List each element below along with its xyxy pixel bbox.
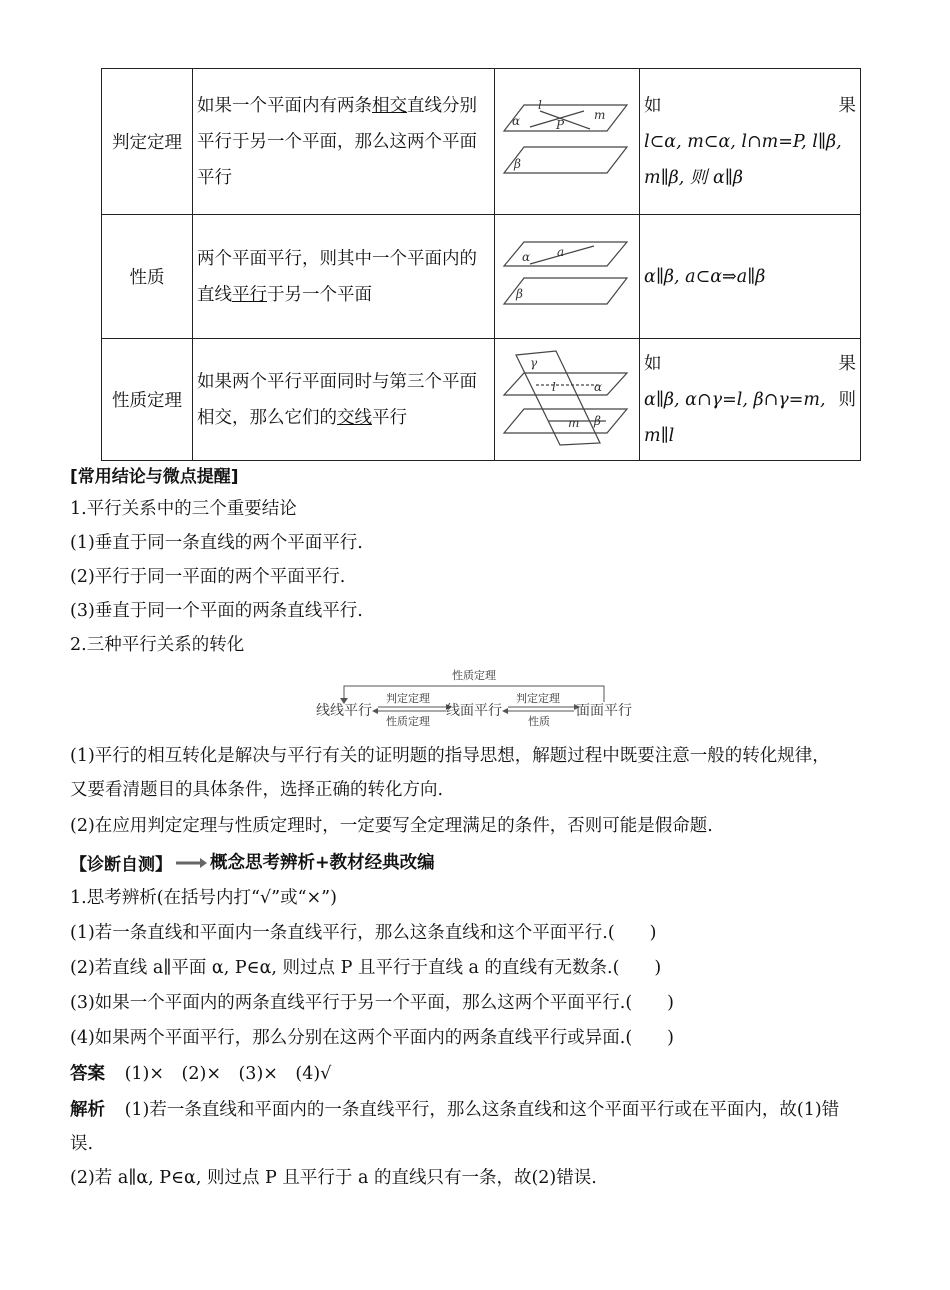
diagram-label: 判定定理: [386, 692, 430, 705]
analysis-line: (2)若 a∥α, P∈α, 则过点 P 且平行于 a 的直线只有一条，故(2)错误.: [70, 1168, 597, 1188]
table-row: [102, 339, 861, 461]
diagram-node: 线线平行: [316, 703, 372, 719]
question-item: (4)如果两个平面平行，那么分别在这两个平面内的两条直线平行或异面.( ): [70, 1028, 675, 1048]
analysis-label: 解析: [70, 1100, 105, 1120]
fig-label: l: [538, 98, 542, 112]
fig-label: α: [512, 114, 521, 128]
row-text: 如果一个平面内有两条相交直线分别平行于另一个平面，那么这两个平面平行: [193, 69, 495, 215]
diagram-label: 性质: [528, 715, 550, 728]
plane-figure: [495, 339, 640, 461]
fig-label: m: [568, 416, 580, 430]
fig-label: α: [594, 380, 603, 394]
section-title: 【诊断自测】: [70, 855, 172, 875]
fig-label: β: [594, 414, 601, 428]
plane-figure: [495, 69, 640, 215]
question-intro: 1.思考辨析(在括号内打“√”或“×”): [70, 888, 337, 908]
list-item: 2.三种平行关系的转化: [70, 635, 245, 655]
symbol-cell: α∥β, a⊂α⇒a∥β: [640, 215, 861, 339]
row-name: 性质定理: [102, 339, 193, 461]
question-item: (2)若直线 a∥平面 α, P∈α, 则过点 P 且平行于直线 a 的直线有无数条.( ): [70, 958, 662, 978]
row-name: 判定定理: [102, 69, 193, 215]
row-text: 如果两个平行平面同时与第三个平面相交，那么它们的交线平行: [193, 339, 495, 461]
list-item: (2)平行于同一平面的两个平面平行.: [70, 567, 346, 587]
fig-label: m: [594, 108, 606, 122]
diagram-label: 性质定理: [386, 715, 430, 728]
fig-label: γ: [530, 356, 538, 370]
diagram-node: 线面平行: [446, 703, 502, 719]
section-title: [常用结论与微点提醒]: [70, 467, 239, 487]
symbol-cell: 如 果 l⊂α, m⊂α, l∩m=P, l∥β, m∥β, 则 α∥β: [640, 69, 861, 215]
note-line: (2)在应用判定定理与性质定理时，一定要写全定理满足的条件，否则可能是假命题.: [70, 816, 713, 836]
plane-figure: [495, 215, 640, 339]
note-line: (1)平行的相互转化是解决与平行有关的证明题的指导思想，解题过程中既要注意一般的转化规律，: [70, 746, 830, 766]
fig-label: P: [556, 118, 565, 132]
diagram-node: 面面平行: [576, 703, 632, 719]
analysis-line: 误.: [70, 1134, 94, 1154]
fig-label: β: [514, 157, 521, 171]
row-text: 两个平面平行，则其中一个平面内的直线平行于另一个平面: [193, 215, 495, 339]
table-row: [102, 69, 861, 215]
list-item: 1.平行关系中的三个重要结论: [70, 499, 297, 519]
theorem-table: [101, 68, 861, 461]
analysis-text: (1)若一条直线和平面内的一条直线平行，那么这条直线和这个平面平行或在平面内，故(1)错: [124, 1100, 840, 1120]
answer-line: [70, 1062, 331, 1086]
row-name: 性质: [102, 215, 193, 339]
list-item: (1)垂直于同一条直线的两个平面平行.: [70, 533, 363, 553]
diagram-label: 判定定理: [516, 692, 560, 705]
fig-label: l: [552, 380, 556, 394]
section-header: [70, 850, 435, 875]
table-row: [102, 215, 861, 339]
question-item: (3)如果一个平面内的两条直线平行于另一个平面，那么这两个平面平行.( ): [70, 993, 675, 1013]
diagram-label: 性质定理: [452, 669, 496, 682]
symbol-cell: 如 果 α∥β, α∩γ=l, β∩γ=m, 则 m∥l: [640, 339, 861, 461]
fig-label: a: [557, 245, 565, 259]
answer-label: 答案: [70, 1064, 105, 1084]
fig-label: α: [522, 250, 531, 264]
question-item: (1)若一条直线和平面内一条直线平行，那么这条直线和这个平面平行.( ): [70, 923, 657, 943]
analysis-line: [70, 1098, 839, 1122]
transform-diagram: [300, 662, 650, 732]
section-subtitle: 概念思考辨析+教材经典改编: [210, 852, 435, 873]
arrow-icon: [174, 856, 208, 870]
list-item: (3)垂直于同一个平面的两条直线平行.: [70, 601, 363, 621]
answer-text: (1)× (2)× (3)× (4)√: [124, 1064, 332, 1084]
note-line: 又要看清题目的具体条件，选择正确的转化方向.: [70, 780, 444, 800]
fig-label: β: [516, 287, 523, 301]
